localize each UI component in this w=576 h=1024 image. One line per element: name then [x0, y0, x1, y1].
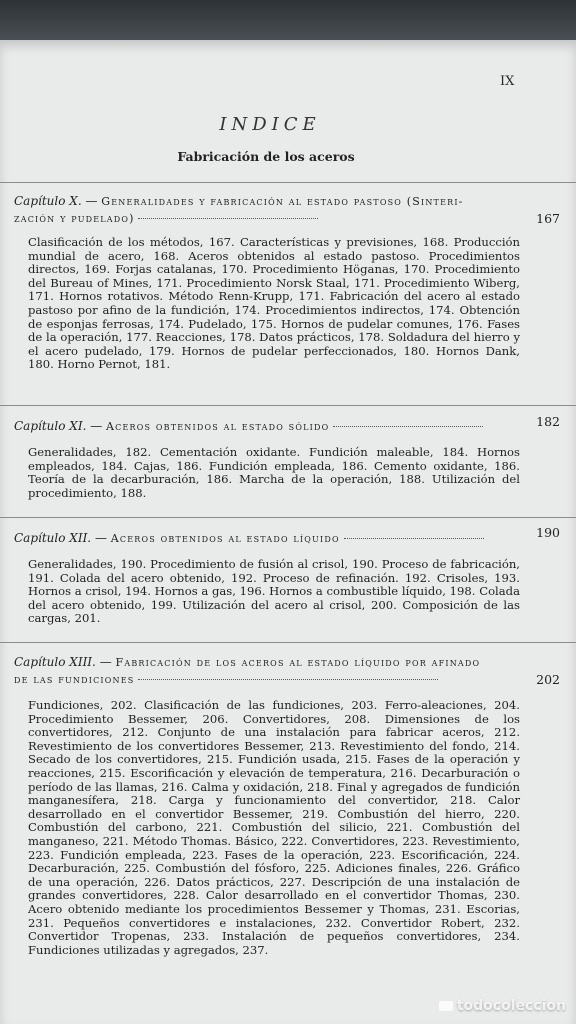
leader-dots: [344, 538, 484, 539]
chapter-contents: Fundiciones, 202. Clasificación de las fundiciones, 203. Ferro-aleaciones, 204. Procedimiento Bessemer, 206. Convertidores, 208. Dimensiones de los convertidores, 212. Conjunto de una instalación para fabricar aceros, 212. Revestimiento de los convertidores Bessemer, 213. Revestimiento del fondo, 214. Secado de los convertidores, 215. Fundición usada, 215. Fases de la operación y reacciones, 215. Escorificación y elevación de temperatura, 216. Decarburación o período de las llamas, 216. Calma y oxidación, 218. Final y agregados de fundición manganesífera, 218. Carga y funcionamiento del convertidor, 218. Calor desarrollado en el convertidor Bessemer, 219. Combustión del hierro, 220. Combustión del carbono, 221. Combustión del silicio, 221. Combustión del manganeso, 221. Método Thomas. Básico, 222. Convertidores, 223. Revestimiento, 223. Fundición empleada, 223. Fases de la operación, 223. Escorificación, 224. Decarburación, 225. Combustión del fósforo, 225. Adiciones finales, 226. Gráfico de una operación, 226. Datos prácticos, 227. Descripción de una instalación de grandes convertidores, 228. Calor desarrollado en el convertidor Thomas, 230. Acero obtenido mediante los procedimientos Bessemer y Thomas, 231. Escorias, 231. Pequeños convertidores e instalaciones, 232. Convertidor Robert, 232. Convertidor Tropenas, 233. Instalación de pequeños convertidores, 234. Fundiciones utilizadas y agregados, 237.: [28, 698, 520, 957]
chapter-title-line1: Fabricación de los aceros al estado líquido por afinado: [115, 656, 481, 669]
chapter-xi: [14, 414, 562, 500]
chapter-label: Capítulo XIII.: [14, 655, 96, 669]
chapter-contents: Clasificación de los métodos, 167. Características y previsiones, 168. Producción mundial de acero, 168. Aceros obtenidos al estado pastoso. Procedimientos directos, 169. Forjas catalanas, 170. Procedimiento Höganas, 170. Procedimiento del Bureau of Mines, 171. Procedimiento Norsk Staal, 171. Procedimiento Wiberg, 171. Hornos rotativos. Método Renn-Krupp, 171. Fabricación del acero al estado pastoso por afino de la fundición, 174. Procedimientos indirectos, 174. Obtención de esponjas ferrosas, 174. Pudelado, 175. Hornos de pudelar comunes, 176. Fases de la operación, 177. Reacciones, 178. Datos prácticos, 178. Soldadura del hierro y el acero pudelado, 179. Hornos de pudelar perfeccionados, 180. Hornos Dank, 180. Horno Pernot, 181.: [28, 235, 520, 372]
leader-dots: [333, 426, 483, 427]
divider: [0, 182, 576, 183]
hammer-icon: [439, 1001, 453, 1011]
chapter-pages: 182: [536, 414, 560, 429]
background-top-band: [0, 0, 576, 42]
chapter-title-line2: zación y pudelado): [14, 212, 135, 225]
divider: [0, 405, 576, 406]
leader-dots: [138, 679, 438, 680]
chapter-heading: Capítulo XII. — Aceros obtenidos al estado líquido: [14, 530, 562, 547]
chapter-heading: Capítulo XIII. — Fabricación de los aceros al estado líquido por afinado de las fundiciones: [14, 655, 481, 686]
chapter-label: Capítulo X.: [14, 194, 82, 208]
chapter-pages: 190: [536, 525, 560, 540]
divider: [0, 517, 576, 518]
index-subtitle: Fabricación de los aceros: [177, 149, 355, 164]
chapter-xii: [14, 525, 562, 626]
chapter-heading: Capítulo XI. — Aceros obtenidos al estado sólido: [14, 418, 562, 435]
chapter-title-line1: Aceros obtenidos al estado sólido: [106, 420, 330, 433]
chapter-label: Capítulo XI.: [14, 419, 87, 433]
chapter-title-line2: de las fundiciones: [14, 673, 135, 686]
index-title: INDICE: [219, 114, 321, 135]
chapter-pages: 167: [536, 211, 560, 226]
chapter-x: [14, 193, 562, 372]
chapter-pages: 202: [536, 672, 560, 687]
chapter-label: Capítulo XII.: [14, 531, 92, 545]
chapter-xiii: [14, 654, 562, 957]
chapter-contents: Generalidades, 182. Cementación oxidante. Fundición maleable, 184. Hornos empleados, 184. Cajas, 186. Fundición empleada, 186. Cemento oxidante, 186. Teoría de la decarburación, 186. Marcha de la operación, 188. Utilización del procedimiento, 188.: [28, 445, 520, 500]
divider: [0, 642, 576, 643]
watermark: [439, 998, 566, 1014]
chapter-heading: Capítulo X. — Generalidades y fabricación al estado pastoso (Sinteri- zación y pudelado): [14, 194, 464, 225]
chapter-title-line1: Generalidades y fabricación al estado pastoso (Sinteri-: [101, 195, 464, 208]
page-number: IX: [500, 74, 515, 89]
chapter-title-line1: Aceros obtenidos al estado líquido: [110, 532, 340, 545]
watermark-text: todocoleccion: [456, 998, 566, 1014]
chapter-contents: Generalidades, 190. Procedimiento de fusión al crisol, 190. Proceso de fabricación, 191. Colada del acero obtenido, 192. Proceso de refinación. 192. Crisoles, 193. Hornos a crisol, 194. Hornos a gas, 196. Hornos a combustible líquido, 198. Colada del acero obtenido, 199. Utilización del acero al crisol, 200. Composición de las cargas, 201.: [28, 557, 520, 626]
leader-dots: [138, 218, 318, 219]
